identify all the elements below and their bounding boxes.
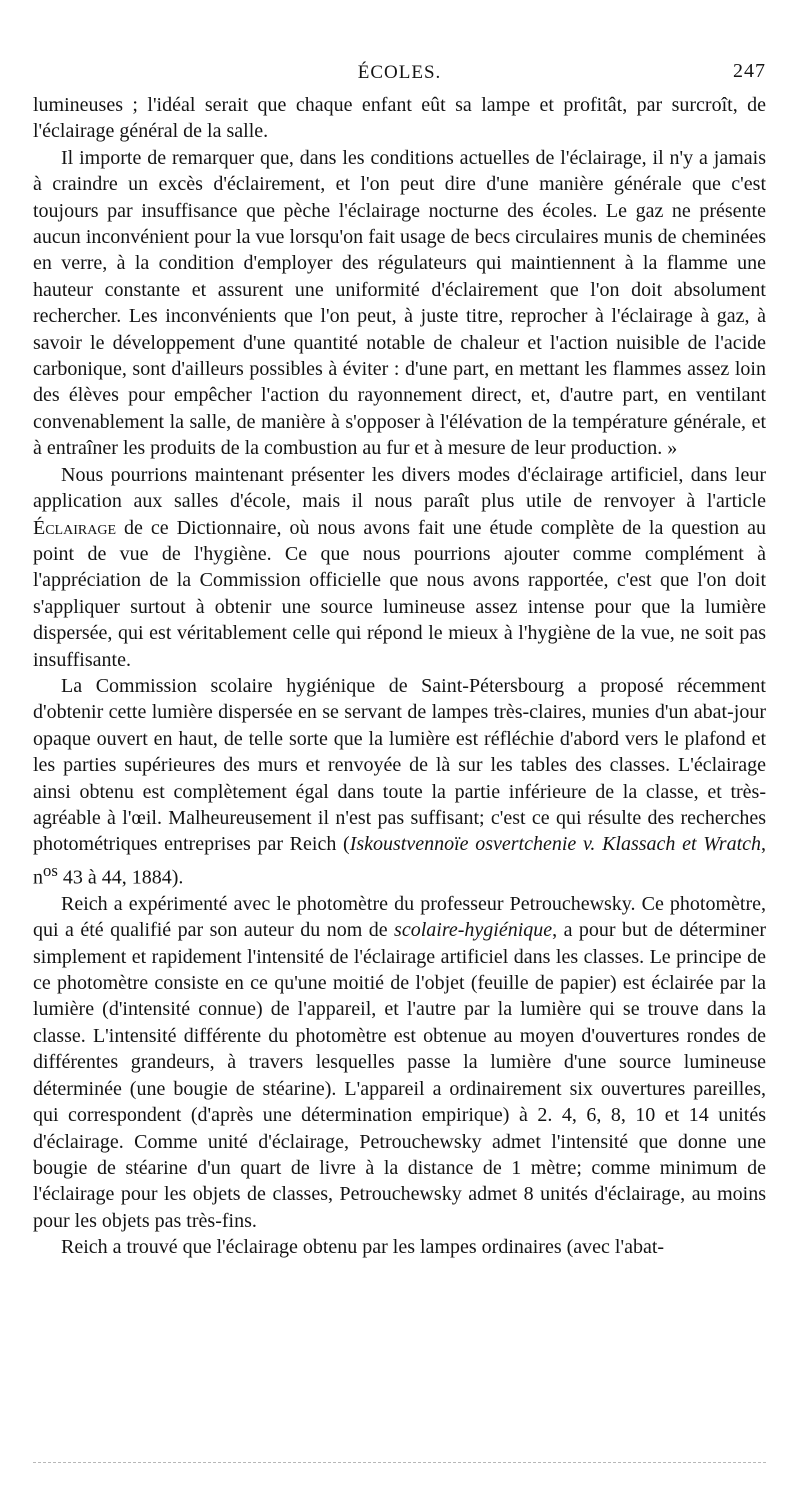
citation-title: Iskoustvennoïe osvertchenie v. Klassach et Wratch <box>349 833 762 856</box>
superscript: os <box>43 860 58 880</box>
paragraph: Reich a trouvé que l'éclairage obtenu par les lampes ordinaires (avec l'abat- <box>61 1236 665 1259</box>
paragraph-text: , n <box>33 833 767 889</box>
page-number: 247 <box>733 60 766 82</box>
body-text <box>33 92 766 1261</box>
paragraph-text: Nous pourrions maintenant présenter les divers modes d'éclairage artificiel, dans leur application aux salles d'école, mais il nous paraît plus utile de renvoyer à l'article <box>33 463 766 513</box>
running-header <box>33 56 766 92</box>
paragraph: lumineuses ; l'idéal serait que chaque enfant eût sa lampe et profitât, par surcroît, de l'éclairage général de la salle. <box>33 94 766 143</box>
footer-rule <box>33 1462 766 1463</box>
paragraph: Il importe de remarquer que, dans les conditions actuelles de l'éclairage, il n'y a jamais à craindre un excès d'éclairement, et l'on peut dire d'une manière générale que c'est toujours par insuffisance que pèche l'éclairage nocturne des écoles. Le gaz ne présente aucun inconvénient pour la vue lorsqu'on fait usage de becs circulaires munis de cheminées en verre, à la condition d'employer des régulateurs qui maintiennent à la flamme une hauteur constante et assurent une uniformité d'éclairement que l'on doit absolument rechercher. Les inconvénients que l'on peut, à juste titre, reprocher à l'éclairage à gaz, à savoir le développement d'une quantité notable de chaleur et l'action nuisible de l'acide carbonique, sont d'ailleurs possibles à éviter : d'une part, en mettant les flammes assez loin des élèves pour empêcher l'action du rayonnement direct, et, d'autre part, en ventilant convenablement la salle, de manière à s'opposer à l'élévation de la température générale, et à entraîner les produits de la combustion au fur et à mesure de leur production. » <box>33 146 766 460</box>
paragraph-text: de ce Dictionnaire, où nous avons fait une étude complète de la question au point de vue de l'hygiène. Ce que nous pourrions ajouter comme complément à l'appréciation de la Commission officielle que nous avons rapportée, c'est que l'on doit s'appliquer surtout à obtenir une source lumineuse assez intense pour que la lumière dispersée, qui est véritablement celle qui répond le mieux à l'hygiène de la vue, ne soit pas insuffisante. <box>33 516 766 671</box>
paragraph-text: , a pour but de déterminer simplement et rapidement l'intensité de l'éclairage artificiel dans les classes. Le principe de ce photomètre consiste en ce qu'une moitié de l'objet (feuille de papier) est éclairée par la lumière (d'intensité connue) de l'appareil, et l'autre par la lumière qui se trouve dans la classe. L'intensité différente du photomètre est obtenue au moyen d'ouvertures rondes de différentes grandeurs, à travers lesquelles passe la lumière d'une source lumineuse déterminée (une bougie de stéarine). L'appareil a ordinairement six ouvertures pareilles, qui correspondent (d'après une détermination empirique) à 2. 4, 6, 8, 10 et 14 unités d'éclairage. Comme unité d'éclairage, Petrouchewsky admet l'intensité que donne une bougie de stéarine d'un quart de livre à la distance de 1 mètre; comme minimum de l'éclairage pour les objets de classes, Petrouchewsky admet 8 unités d'éclairage, au moins pour les objets pas très-fins. <box>33 919 766 1232</box>
paragraph <box>33 462 766 673</box>
running-title: ÉCOLES. <box>357 62 442 83</box>
document-page <box>33 56 766 1261</box>
paragraph-text: Reich a expérimenté avec le photomètre du professeur Petrouchewsky. Ce photomètre, qui a été qualifié par son auteur du nom de <box>33 892 766 942</box>
paragraph <box>33 673 766 891</box>
cross-reference: Éclairage <box>33 516 116 539</box>
paragraph-text: La Commission scolaire hygiénique de Saint-Pétersbourg a proposé récemment d'obtenir cette lumière dispersée en se servant de lampes très-claires, munies d'un abat-jour opaque ouvert en haut, de telle sorte que la lumière est réfléchie d'abord vers le plafond et les parties supérieures des murs et renvoyée de là sur les tables des classes. L'éclairage ainsi obtenu est complètement égal dans toute la partie inférieure de la classe, et très-agréable à l'œil. Malheureusement il n'est pas suffisant; c'est ce qui résulte des recherches photométriques entreprises par Reich ( <box>33 674 766 856</box>
paragraph-text: 43 à 44, 1884). <box>57 866 184 889</box>
italic-term: scolaire-hygiénique <box>394 919 553 942</box>
paragraph <box>33 891 766 1234</box>
